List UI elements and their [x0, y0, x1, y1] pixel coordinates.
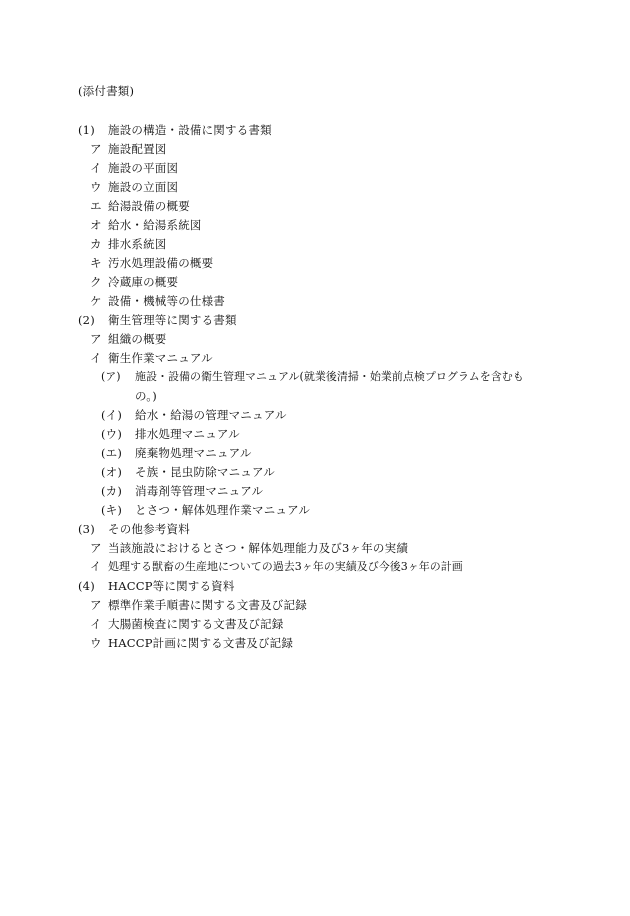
list-item [90, 180, 178, 194]
list-item [90, 218, 202, 232]
item-mark: オ [90, 218, 102, 232]
item-text: 組織の概要 [108, 332, 167, 346]
section-1-heading [78, 123, 272, 137]
list-item [90, 332, 167, 346]
document-heading: (添付書類) [78, 84, 135, 98]
list-item [90, 351, 213, 365]
item-mark: イ [90, 161, 102, 175]
section-3-heading [78, 522, 190, 536]
subitem-mark: (ウ) [101, 427, 123, 441]
item-mark: ウ [90, 180, 102, 194]
item-text: 冷蔵庫の概要 [108, 275, 179, 289]
subitem-mark: (ア) [101, 370, 121, 383]
item-mark: イ [90, 617, 102, 631]
section-title: 施設の構造・設備に関する書類 [108, 123, 272, 137]
section-title: 衛生管理等に関する書類 [108, 313, 237, 327]
subitem-mark: (イ) [101, 408, 123, 422]
item-mark: キ [90, 256, 102, 270]
item-mark: ウ [90, 636, 102, 650]
item-text: 施設配置図 [108, 142, 167, 156]
item-mark: ク [90, 275, 102, 289]
subitem-text: 消毒剤等管理マニュアル [135, 484, 264, 498]
sub-list-item [101, 465, 275, 479]
subitem-mark: (カ) [101, 484, 123, 498]
section-title: HACCP等に関する資料 [108, 579, 235, 593]
sub-list-item [101, 408, 287, 422]
list-item [90, 199, 190, 213]
list-item [90, 256, 213, 270]
subitem-mark: (オ) [101, 465, 123, 479]
subitem-text: 施設・設備の衛生管理マニュアル(就業後清掃・始業前点検プログラムを含むも [135, 370, 524, 383]
section-title: その他参考資料 [108, 522, 190, 536]
item-text: 給湯設備の概要 [108, 199, 190, 213]
list-item [90, 294, 225, 308]
list-item [90, 617, 284, 631]
item-text: 汚水処理設備の概要 [108, 256, 214, 270]
item-text: 衛生作業マニュアル [108, 351, 213, 365]
item-text: 施設の平面図 [108, 161, 179, 175]
section-2-heading [78, 313, 237, 327]
item-text: 当該施設におけるとさつ・解体処理能力及び3ヶ年の実績 [108, 541, 409, 555]
item-text: 処理する獣畜の生産地についての過去3ヶ年の実績及び今後3ヶ年の計画 [108, 560, 463, 573]
item-text: 給水・給湯系統図 [108, 218, 202, 232]
sub-list-item [101, 484, 263, 498]
item-mark: ア [90, 598, 102, 612]
list-item [90, 237, 167, 251]
item-text: 設備・機械等の仕様書 [108, 294, 225, 308]
list-item [90, 541, 408, 555]
sub-list-item-continuation: の。) [135, 389, 157, 403]
list-item [90, 142, 167, 156]
section-mark: (3) [78, 522, 95, 536]
item-mark: ケ [90, 294, 102, 308]
item-mark: ア [90, 332, 102, 346]
item-mark: イ [90, 351, 102, 365]
subitem-text: 廃棄物処理マニュアル [135, 446, 252, 460]
subitem-text: とさつ・解体処理作業マニュアル [135, 503, 311, 517]
subitem-text: そ族・昆虫防除マニュアル [135, 465, 275, 479]
sub-list-item [101, 370, 524, 384]
sub-list-item [101, 446, 252, 460]
item-text: 施設の立面図 [108, 180, 179, 194]
item-mark: ア [90, 541, 102, 555]
sub-list-item [101, 427, 240, 441]
subitem-text: 給水・給湯の管理マニュアル [135, 408, 287, 422]
list-item [90, 598, 307, 612]
section-mark: (1) [78, 123, 95, 137]
list-item [90, 560, 463, 574]
sub-list-item [101, 503, 310, 517]
section-mark: (2) [78, 313, 95, 327]
list-item [90, 161, 178, 175]
subitem-text: 排水処理マニュアル [135, 427, 240, 441]
list-item [90, 636, 293, 650]
subitem-mark: (エ) [101, 446, 123, 460]
item-text: 排水系統図 [108, 237, 167, 251]
item-mark: イ [90, 560, 101, 573]
item-text: 大腸菌検査に関する文書及び記録 [108, 617, 284, 631]
list-item [90, 275, 178, 289]
section-mark: (4) [78, 579, 95, 593]
section-4-heading [78, 579, 235, 593]
item-text: HACCP計画に関する文書及び記録 [108, 636, 294, 650]
item-mark: エ [90, 199, 102, 213]
item-mark: カ [90, 237, 102, 251]
item-text: 標準作業手順書に関する文書及び記録 [108, 598, 307, 612]
item-mark: ア [90, 142, 102, 156]
subitem-mark: (キ) [101, 503, 123, 517]
